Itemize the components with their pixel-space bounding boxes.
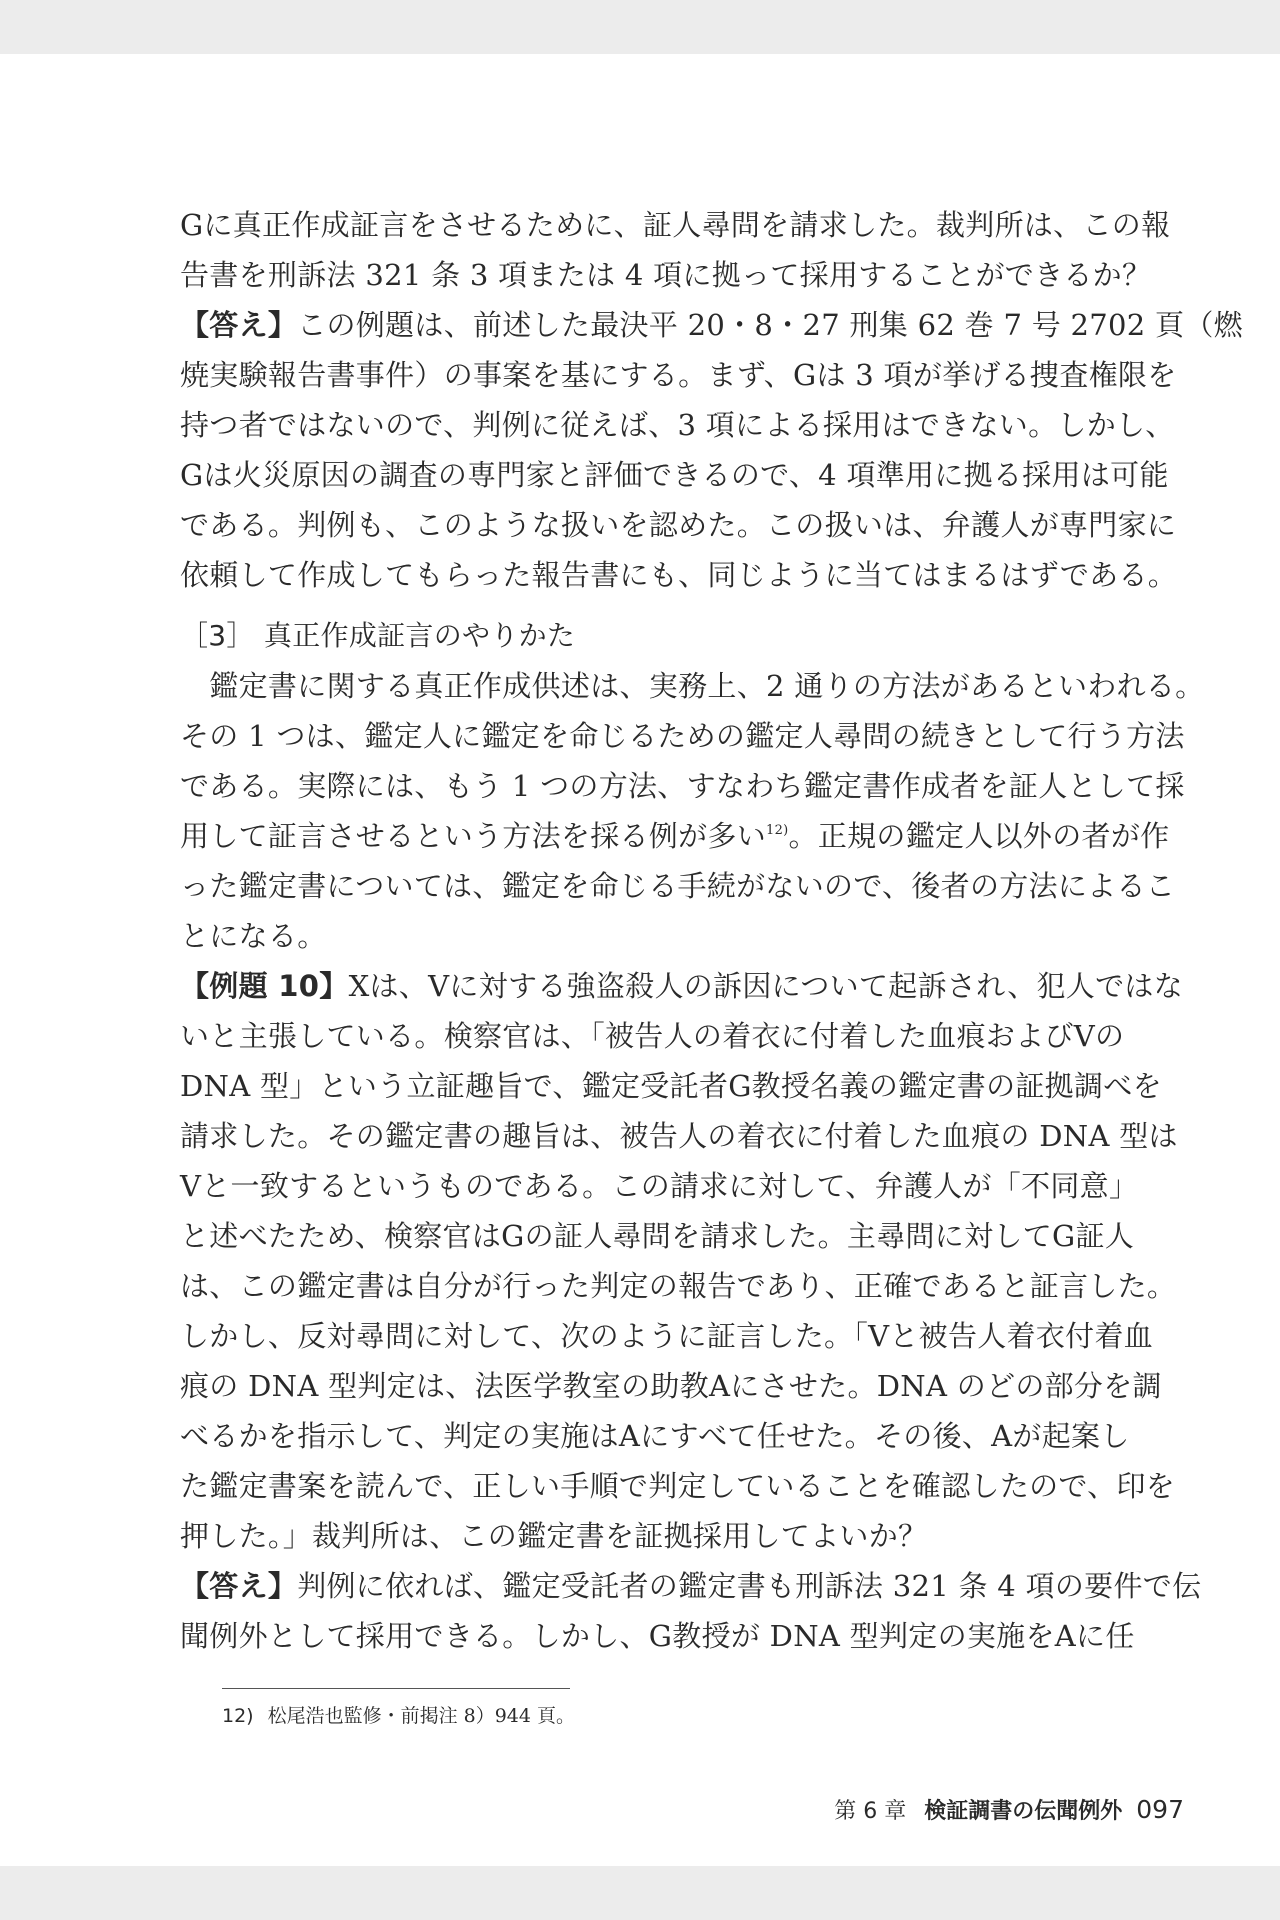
section-heading: ［3］ 真正作成証言のやりかた xyxy=(180,619,576,652)
footnote-number: 12) xyxy=(222,1705,254,1727)
text-line: 痕の DNA 型判定は、法医学教室の助教Aにさせた。DNA のどの部分を調 xyxy=(180,1369,1162,1403)
text-line: しかし、反対尋問に対して、次のように証言した。「Vと被告人着衣付着血 xyxy=(180,1319,1154,1353)
text-line: である。判例も、このような扱いを認めた。この扱いは、弁護人が専門家に xyxy=(180,508,1177,542)
page-number: 097 xyxy=(1136,1795,1184,1824)
text-line: は、この鑑定書は自分が行った判定の報告であり、正確であると証言した。 xyxy=(180,1269,1177,1303)
example-text: Xは、Vに対する強盗殺人の訴因について起訴され、犯人ではな xyxy=(348,969,1184,1003)
text-line: 押した。」裁判所は、この鑑定書を証拠採用してよいか？ xyxy=(180,1519,928,1553)
text-line: である。実際には、もう 1 つの方法、すなわち鑑定書作成者を証人として採 xyxy=(180,769,1185,803)
footnote-divider xyxy=(222,1688,570,1689)
text-line xyxy=(180,300,1243,350)
answer-label: 【答え】 xyxy=(180,308,298,342)
text-segment: 用して証言させるという方法を採る例が多い xyxy=(180,819,767,853)
text-block-upper xyxy=(180,200,1243,600)
text-line: Gに真正作成証言をさせるために、証人尋問を請求した。裁判所は、この報 xyxy=(180,208,1171,242)
text-line: と述べたため、検察官はGの証人尋問を請求した。主尋問に対してG証人 xyxy=(180,1219,1135,1253)
text-line: Gは火災原因の調査の専門家と評価できるので、4 項準用に拠る採用は可能 xyxy=(180,458,1169,492)
document-page xyxy=(0,54,1280,1866)
text-segment: 。正規の鑑定人以外の者が作 xyxy=(788,819,1170,853)
text-line: その 1 つは、鑑定人に鑑定を命じるための鑑定人尋問の続きとして行う方法 xyxy=(180,719,1185,753)
viewer-top-bar xyxy=(0,0,1280,54)
text-line: べるかを指示して、判定の実施はAにすべて任せた。その後、Aが起案し xyxy=(180,1419,1130,1453)
chapter-label: 第 6 章 xyxy=(834,1799,907,1824)
viewer-bottom-bar xyxy=(0,1866,1280,1920)
text-line: 聞例外として採用できる。しかし、G教授が DNA 型判定の実施をAに任 xyxy=(180,1619,1135,1653)
text-line xyxy=(180,961,1184,1011)
text-line: 鑑定書に関する真正作成供述は、実務上、2 通りの方法があるといわれる。 xyxy=(180,669,1205,703)
text-line: Vと一致するというものである。この請求に対して、弁護人が「不同意」 xyxy=(180,1169,1139,1203)
answer-text: 判例に依れば、鑑定受託者の鑑定書も刑訴法 321 条 4 項の要件で伝 xyxy=(297,1569,1202,1603)
footnote xyxy=(222,1702,575,1730)
text-line xyxy=(180,811,1170,861)
text-line: いと主張している。検察官は、「被告人の着衣に付着した血痕およびVの xyxy=(180,1019,1125,1053)
text-block-section xyxy=(180,611,1205,1661)
text-line: 請求した。その鑑定書の趣旨は、被告人の着衣に付着した血痕の DNA 型は xyxy=(180,1119,1178,1153)
text-line: とになる。 xyxy=(180,919,327,953)
text-line: 焼実験報告書事件）の事案を基にする。まず、Gは 3 項が挙げる捜査権限を xyxy=(180,358,1177,392)
running-footer xyxy=(834,1794,1184,1825)
example-label: 【例題 10】 xyxy=(180,969,349,1003)
text-line: た鑑定書案を読んで、正しい手順で判定していることを確認したので、印を xyxy=(180,1469,1176,1503)
text-line: DNA 型」という立証趣旨で、鑑定受託者G教授名義の鑑定書の証拠調べを xyxy=(180,1069,1162,1103)
text-line: 依頼して作成してもらった報告書にも、同じように当てはまるはずである。 xyxy=(180,558,1178,592)
text-line: 告書を刑訴法 321 条 3 項または 4 項に拠って採用することができるか？ xyxy=(180,258,1152,292)
footnote-ref[interactable]: 12) xyxy=(766,823,789,838)
text-line: った鑑定書については、鑑定を命じる手続がないので、後者の方法によるこ xyxy=(180,869,1176,903)
footnote-text: 松尾浩也監修・前掲注 8）944 頁。 xyxy=(267,1705,576,1727)
chapter-title: 検証調書の伝聞例外 xyxy=(924,1799,1123,1824)
text-line: 持つ者ではないので、判例に従えば、3 項による採用はできない。しかし、 xyxy=(180,408,1175,442)
text-line xyxy=(180,1561,1202,1611)
answer-text: この例題は、前述した最決平 20・8・27 刑集 62 巻 7 号 2702 頁（燃 xyxy=(297,308,1243,342)
answer-label: 【答え】 xyxy=(180,1569,298,1603)
